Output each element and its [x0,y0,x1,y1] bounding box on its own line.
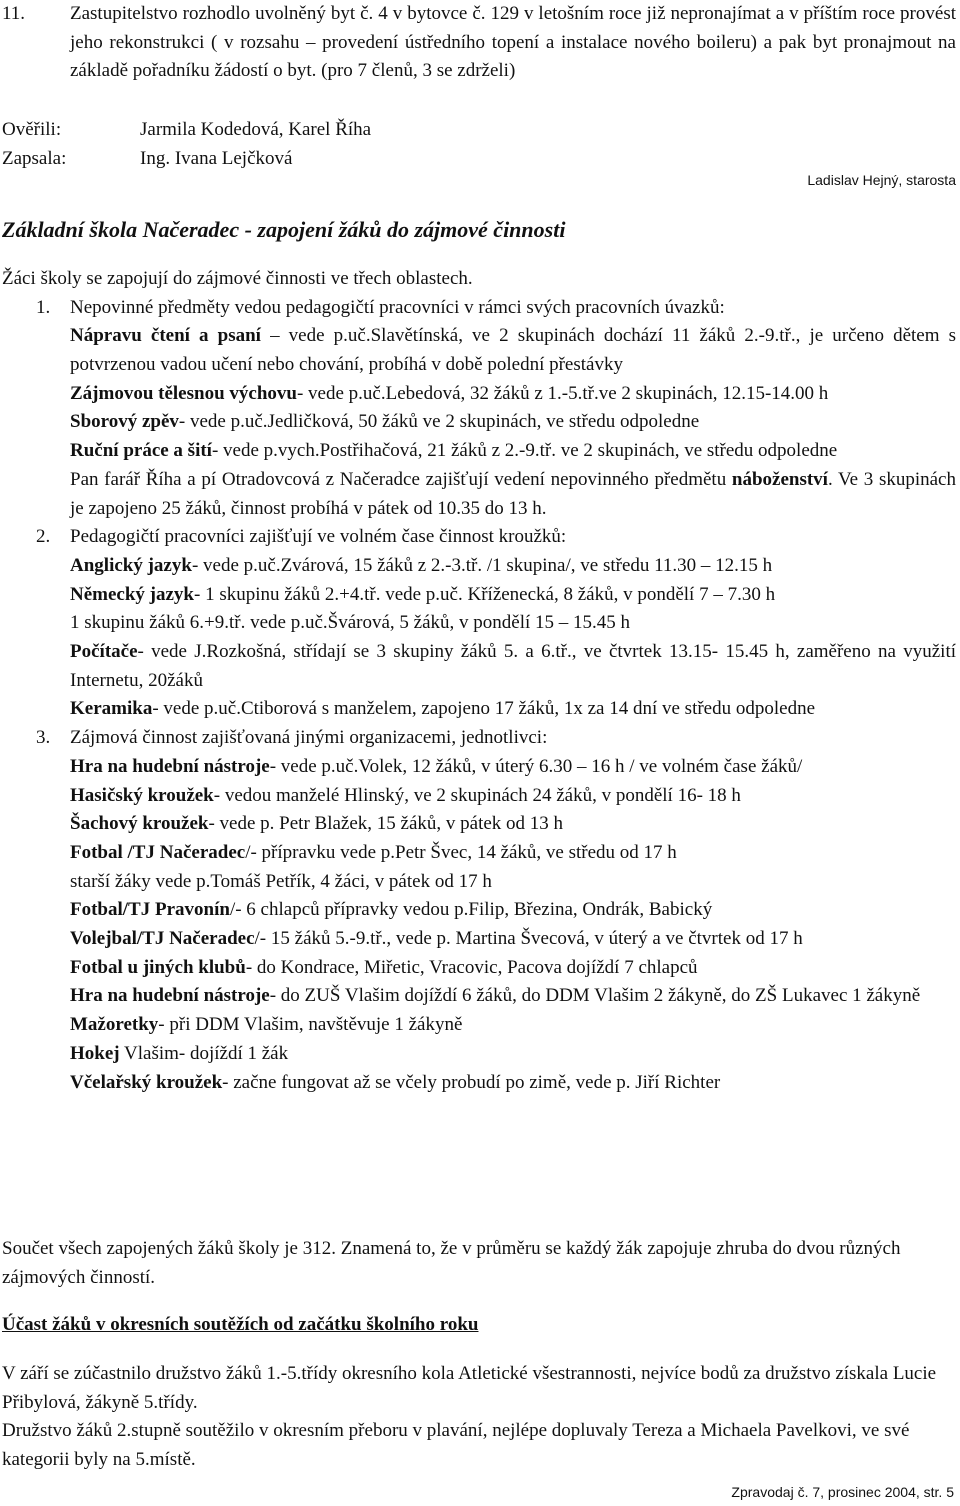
page-footer: Zpravodaj č. 7, prosinec 2004, str. 5 [731,1484,954,1500]
activity-reading: Nápravu čtení a psaní – vede p.uč.Slavětínská, ve 2 skupinách dochází 11 žáků 2.-9.tř., je určeno dětem s potvrzenou vadou učení nebo chování, probíhá v době polední přestávky [70,325,957,375]
activity-title: Počítače [70,641,138,663]
activity-title: Mažoretky [70,1014,159,1036]
activity-german-2: 1 skupinu žáků 6.+9.tř. vede p.uč.Švárová, 5 žáků, v pondělí 15 – 15.45 h [70,612,631,634]
section-2-lead: Pedagogičtí pracovníci zajišťují ve volném čase činnost kroužků: [70,526,567,548]
activity-craft: Ruční práce a šití- vede p.vych.Postřihačová, 21 žáků z 2.-9.tř. ve 2 skupinách, ve středu odpoledne [70,440,838,462]
verified-row [2,116,542,145]
activity-hockey: Hokej Vlašim- dojíždí 1 žák [70,1042,289,1064]
activity-football-older: starší žáky vede p.Tomáš Petřík, 4 žáci, v pátek od 17 h [70,870,492,892]
section-2 [2,523,956,724]
item-text: Zastupitelstvo rozhodlo uvolněný byt č. 4 v bytovce č. 129 v letošním roce již nepronajímat a v příštím roce provést jeho rekonstrukci ( v rozsahu – provedení ústředního topení a instalace nového boileru) a pak byt pronajmout na základě pořadníku žádostí o byt. (pro 7 členů, 3 se zdrželi) [70,3,956,82]
activity-computers: Počítače- vede J.Rozkošná, střídají se 3 skupiny žáků 5. a 6.tř., ve čtvrtek 13.15- 15.45 h, zaměřeno na využití Internetu, 20žáků [70,641,956,691]
competitions-subheading: Účast žáků v okresních soutěžích od začátku školního roku [2,1314,479,1335]
section-3-number: 3. [36,727,51,749]
activity-title: Hra na hudební nástroje [70,985,270,1007]
section-1-lead: Nepovinné předměty vedou pedagogičtí pracovníci v rámci svých pracovních úvazků: [70,296,725,318]
activity-title: Šachový kroužek [70,813,209,835]
verified-names: Jarmila Kodedová, Karel Říha [140,119,372,140]
section-3-lead: Zájmová činnost zajišťovaná jinými organizacemi, jednotlivci: [70,727,548,749]
recorded-row [2,145,542,174]
item-number: 11. [2,3,26,24]
activity-music: Hra na hudební nástroje- vede p.uč.Volek, 12 žáků, v úterý 6.30 – 16 h / ve volném čase žáků/ [70,755,803,777]
activity-title: Nápravu čtení a psaní [70,325,261,347]
activity-beekeeping: Včelařský kroužek- začne fungovat až se včely probudí po zimě, vede p. Jiří Richter [70,1071,721,1093]
activity-title: Fotbal/TJ Pravonín [70,899,230,921]
activity-title: Zájmovou tělesnou výchovu [70,382,297,404]
activity-title: Hasičský kroužek [70,784,214,806]
activity-religion: Pan farář Říha a pí Otradovcová z Načeradce zajišťují vedení nepovinného předmětu náboženství. Ve 3 skupinách je zapojeno 25 žáků, činnost probíhá v pátek od 10.35 do 13 h. [70,468,956,519]
activity-title: Fotbal u jiných klubů [70,956,246,978]
activity-title: Hra na hudební nástroje [70,755,270,777]
intro-text: Žáci školy se zapojují do zájmové činnosti ve třech oblastech. [2,268,473,289]
signatures-block [2,116,542,173]
verified-label: Ověřili: [2,119,62,140]
section-3 [2,724,956,1097]
competitions-results [2,1360,956,1474]
results-swimming: Družstvo žáků 2.stupně soutěžilo v okresním přeboru v plavání, nejlépe dopluvaly Tereza a Michaela Pavelkovi, ve své kategorii byly na 5.místě. [2,1420,910,1470]
activity-choir: Sborový zpěv- vede p.uč.Jedličková, 50 žáků ve 2 skupinách, ve středu odpoledne [70,411,700,433]
activity-title: Fotbal /TJ Načeradec [70,841,246,863]
summary-text: Součet všech zapojených žáků školy je 312. Znamená to, že v průměru se každý žák zapojuje zhruba do dvou různých zájmových činností. [2,1238,901,1288]
activity-music-external: Hra na hudební nástroje- do ZUŠ Vlašim dojíždí 6 žáků, do DDM Vlašim 2 žákyně, do ZŠ Lukavec 1 žákyně [70,985,921,1007]
activity-title: Keramika [70,698,153,720]
activity-ceramics: Keramika- vede p.uč.Ctiborová s manželem, zapojeno 17 žáků, 1x za 14 dní ve středu odpoledne [70,698,816,720]
activity-football-other: Fotbal u jiných klubů- do Kondrace, Miřetic, Vracovic, Pacova dojíždí 7 chlapců [70,956,698,978]
activity-title: Včelařský kroužek [70,1071,223,1093]
activity-german: Německý jazyk- 1 skupinu žáků 2.+4.tř. vede p.uč. Kříženecká, 8 žáků, v pondělí 7 – 7.30 h [70,583,776,605]
activity-chess: Šachový kroužek- vede p. Petr Blažek, 15 žáků, v pátek od 13 h [70,813,564,835]
mayor-signature: Ladislav Hejný, starosta [807,172,956,188]
activity-title: Volejbal/TJ Načeradec [70,928,255,950]
activity-title: náboženství [731,468,828,490]
section-1 [2,294,956,524]
activity-volleyball: Volejbal/TJ Načeradec/- 15 žáků 5.-9.tř., vede p. Martina Švecová, v úterý a ve čtvrtek od 17 h [70,928,803,950]
results-athletics: V září se zúčastnilo družstvo žáků 1.-5.třídy okresního kola Atletické všestrannosti, nejvíce bodů za družstvo získala Lucie Přibylová, žákyně 5.třídy. [2,1363,937,1413]
recorded-name: Ing. Ivana Lejčková [140,147,293,169]
activity-majorettes: Mažoretky- při DDM Vlašim, navštěvuje 1 žákyně [70,1014,463,1036]
activities-body [2,265,956,1097]
recorded-label: Zapsala: [2,147,67,169]
activity-firefighters: Hasičský kroužek- vedou manželé Hlinský, ve 2 skupinách 24 žáků, v pondělí 16- 18 h [70,784,741,806]
activity-title: Sborový zpěv [70,411,179,433]
activity-pe: Zájmovou tělesnou výchovu- vede p.uč.Lebedová, 32 žáků z 1.-5.tř.ve 2 skupinách, 12.15-14.00 h [70,382,829,404]
resolution-item-11 [2,0,956,86]
section-heading: Základní škola Načeradec - zapojení žáků do zájmové činnosti [2,217,566,242]
section-1-number: 1. [36,296,51,318]
activity-english: Anglický jazyk- vede p.uč.Zvárová, 15 žáků z 2.-3.tř. /1 skupina/, ve středu 11.30 – 12.15 h [70,554,773,576]
activity-title: Německý jazyk [70,583,194,605]
activity-football-pravonin: Fotbal/TJ Pravonín/- 6 chlapců přípravky vedou p.Filip, Březina, Ondrák, Babický [70,899,713,921]
activity-title: Anglický jazyk [70,554,192,576]
activity-title: Ruční práce a šití [70,440,212,462]
activity-football-naceradec: Fotbal /TJ Načeradec/- přípravku vede p.Petr Švec, 14 žáků, ve středu od 17 h [70,841,677,863]
section-2-number: 2. [36,526,51,548]
activity-title: Hokej [70,1042,120,1064]
